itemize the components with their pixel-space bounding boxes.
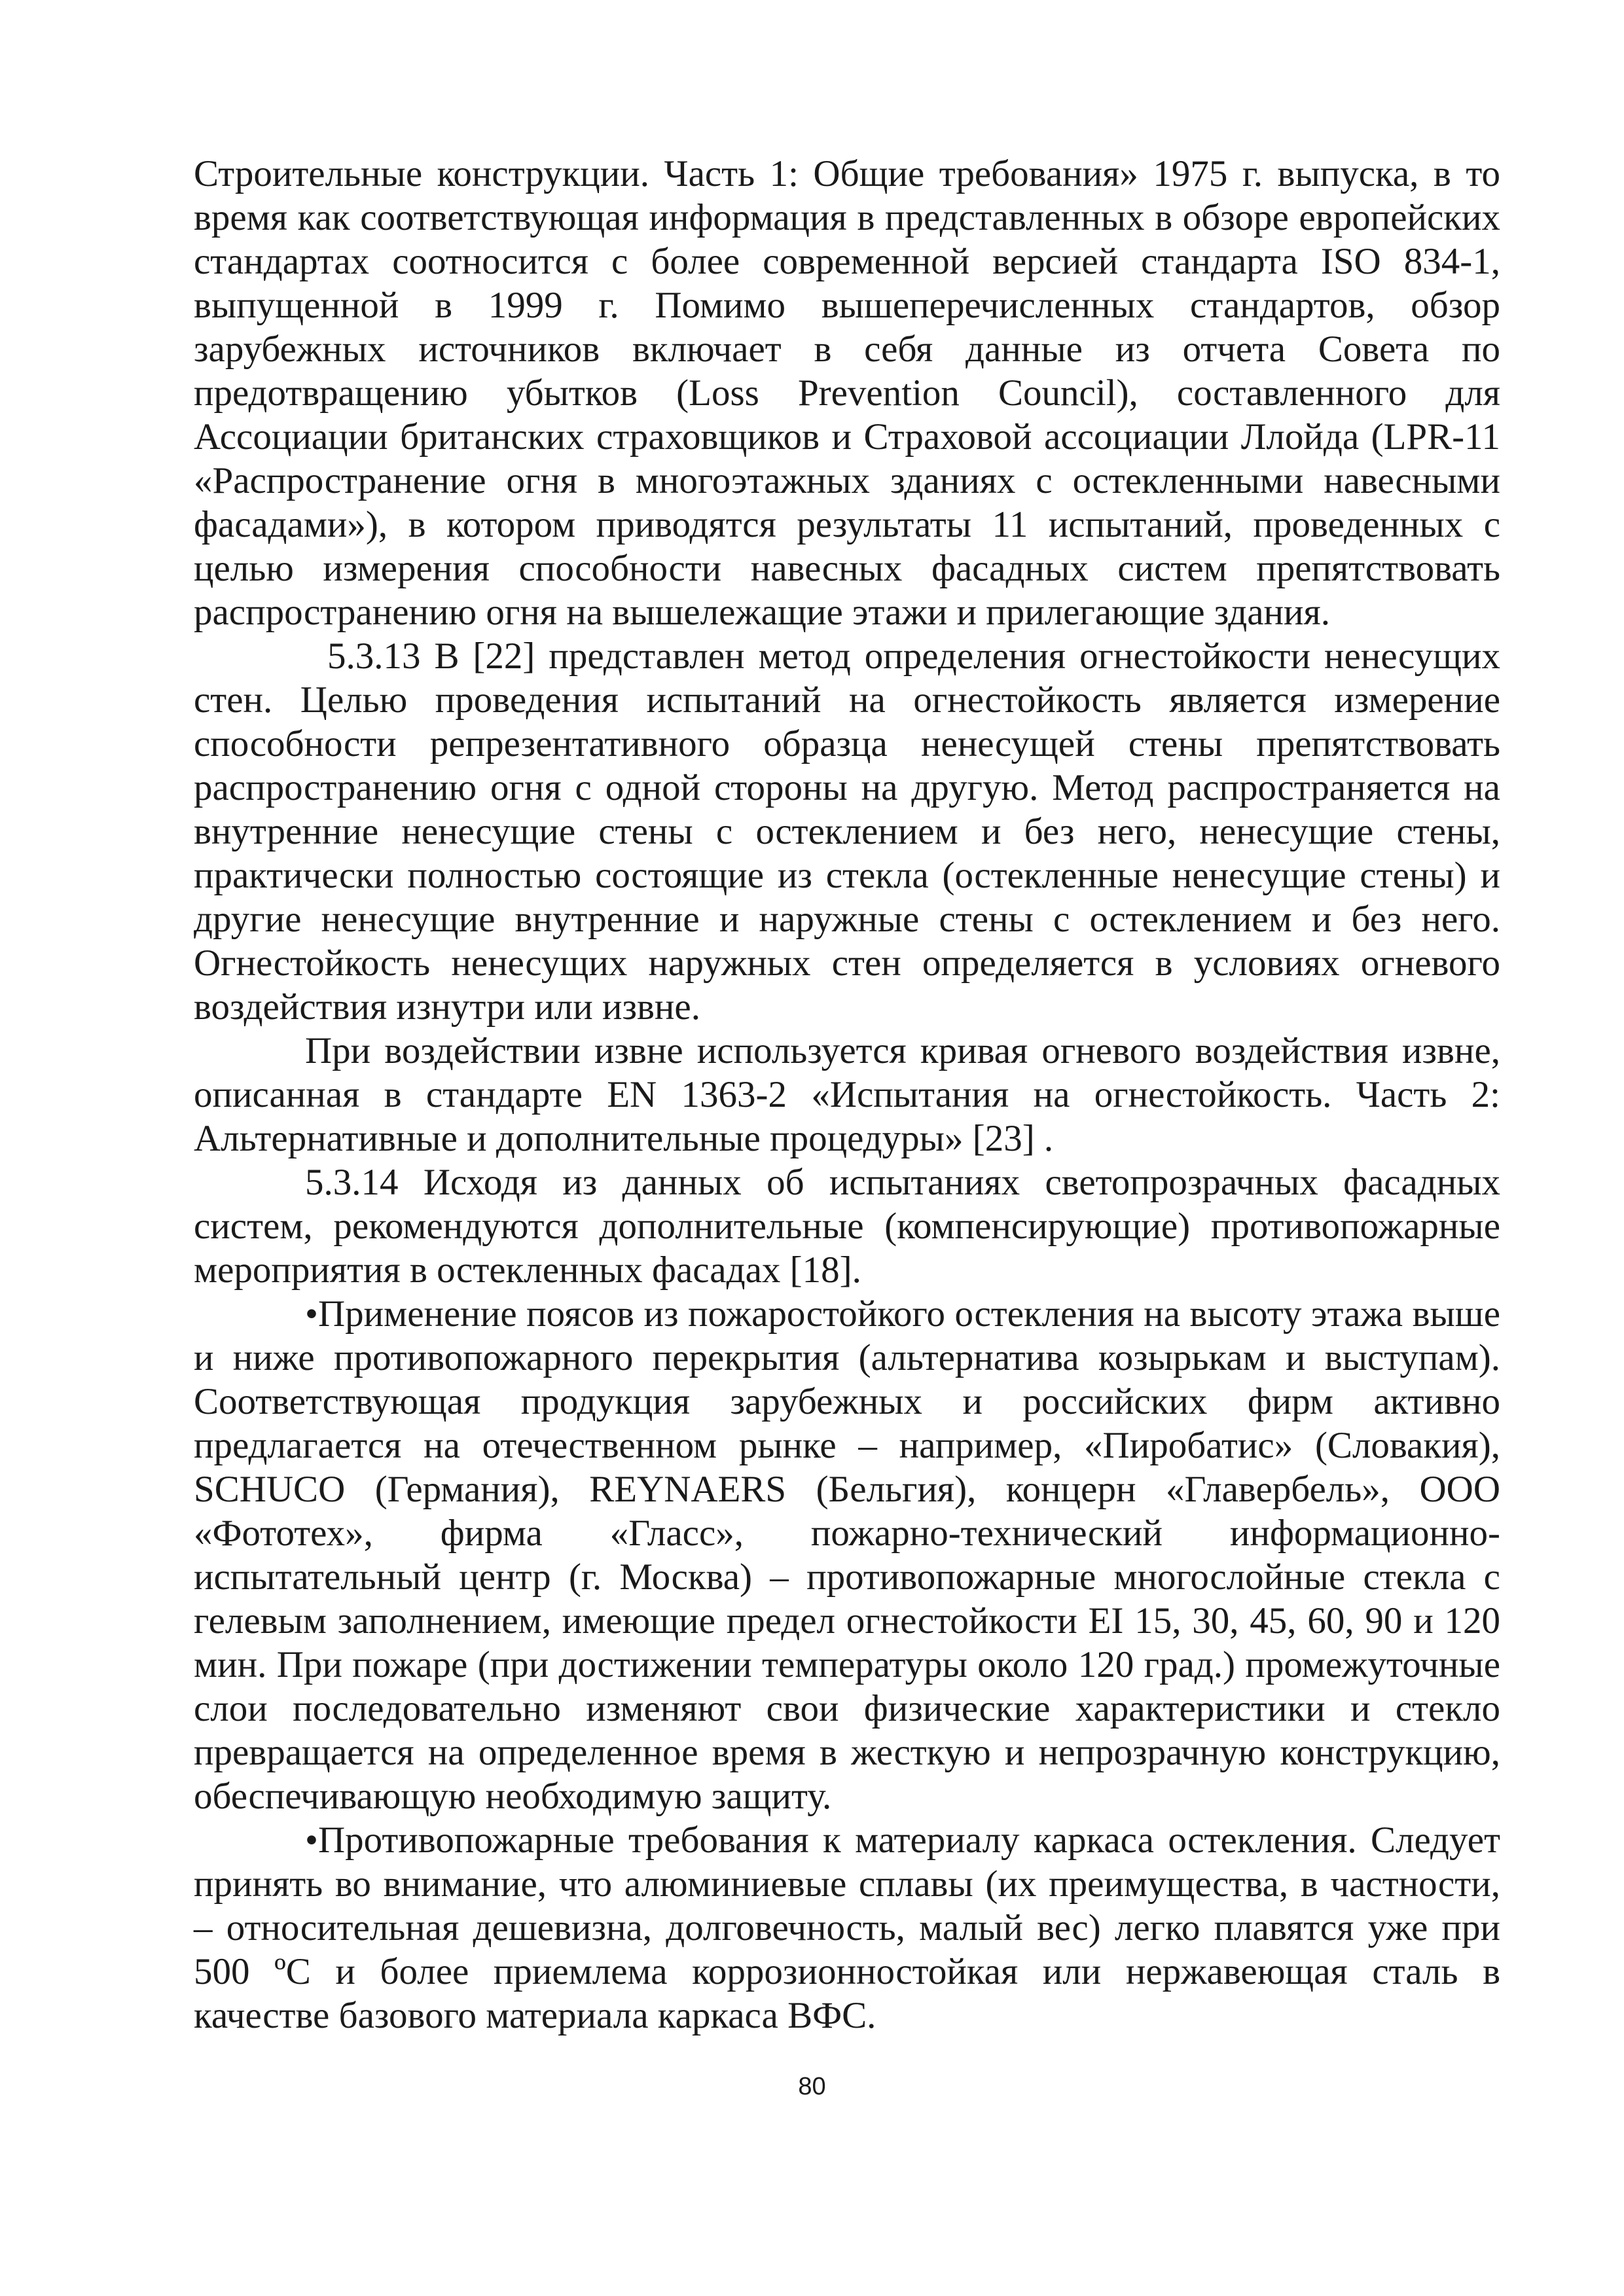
bullet-item-frame-material [194,1818,1500,2037]
page-number: 80 [798,2073,826,2100]
document-page [194,152,1500,2037]
bullet-item-glazing-belts [194,1292,1500,1818]
bullet-text: Применение поясов из пожаростойкого остекления на высоту этажа выше и ниже противопожарного перекрытия (альтернатива козырькам и выступам). Соответствующая продукция зарубежных и российских фирм активно предлагается на отечественном рынке – например, «Пиробатис» (Словакия), SCHUCO (Германия), REYNAERS (Бельгия), концерн «Главербель», ООО «Фототех», фирма «Гласс», пожарно-технический информационно-испытательный центр (г. Москва) – противопожарные многослойные стекла с гелевым заполнением, имеющие предел огнестойкости EI 15, 30, 45, 60, 90 и 120 мин. При пожаре (при достижении температуры около 120 град.) промежуточные слои последовательно изменяют свои физические характеристики и стекло превращается на определенное время в жесткую и непрозрачную конструкцию, обеспечивающую необходимую защиту. [194,1293,1500,1817]
paragraph-external-fire-curve: При воздействии извне используется кривая огневого воздействия извне, описанная в стандарте EN 1363-2 «Испытания на огнестойкость. Часть 2: Альтернативные и дополнительные процедуры» [23] . [194,1030,1500,1159]
paragraph-5-3-13: 5.3.13 В [22] представлен метод определения огнестойкости ненесущих стен. Целью проведения испытаний на огнестойкость является измерение способности репрезентативного образца ненесущей стены препятствовать распространению огня с одной стороны на другую. Метод распространяется на внутренние ненесущие стены с остеклением и без него, ненесущие стены, практически полностью состоящие из стекла (остекленные ненесущие стены) и другие ненесущие внутренние и наружные стены с остеклением и без него. Огнестойкость ненесущих наружных стен определяется в условиях огневого воздействия изнутри или извне. [194,636,1500,1028]
bullet-text: Противопожарные требования к материалу каркаса остекления. Следует принять во внимание, что алюминиевые сплавы (их преимущества, в частности, – относительная дешевизна, долговечность, малый вес) легко плавятся уже при 500 ºС и более приемлема коррозионностойкая или нержавеющая сталь в качестве базового материала каркаса ВФС. [194,1820,1500,2036]
bullet-icon: • [305,1820,318,1861]
bullet-icon: • [305,1293,318,1335]
paragraph-5-3-14: 5.3.14 Исходя из данных об испытаниях светопрозрачных фасадных систем, рекомендуются дополнительные (компенсирующие) противопожарные мероприятия в остекленных фасадах [18]. [194,1162,1500,1291]
paragraph-continuation: Строительные конструкции. Часть 1: Общие требования» 1975 г. выпуска, в то время как соответствующая информация в представленных в обзоре европейских стандартах соотносится с более современной версией стандарта ISO 834-1, выпущенной в 1999 г. Помимо вышеперечисленных стандартов, обзор зарубежных источников включает в себя данные из отчета Совета по предотвращению убытков (Loss Prevention Council), составленного для Ассоциации британских страховщиков и Страховой ассоциации Ллойда (LPR-11 «Распространение огня в многоэтажных зданиях с остекленными навесными фасадами»), в котором приводятся результаты 11 испытаний, проведенных с целью измерения способности навесных фасадных систем препятствовать распространению огня на вышележащие этажи и прилегающие здания. [194,153,1500,633]
